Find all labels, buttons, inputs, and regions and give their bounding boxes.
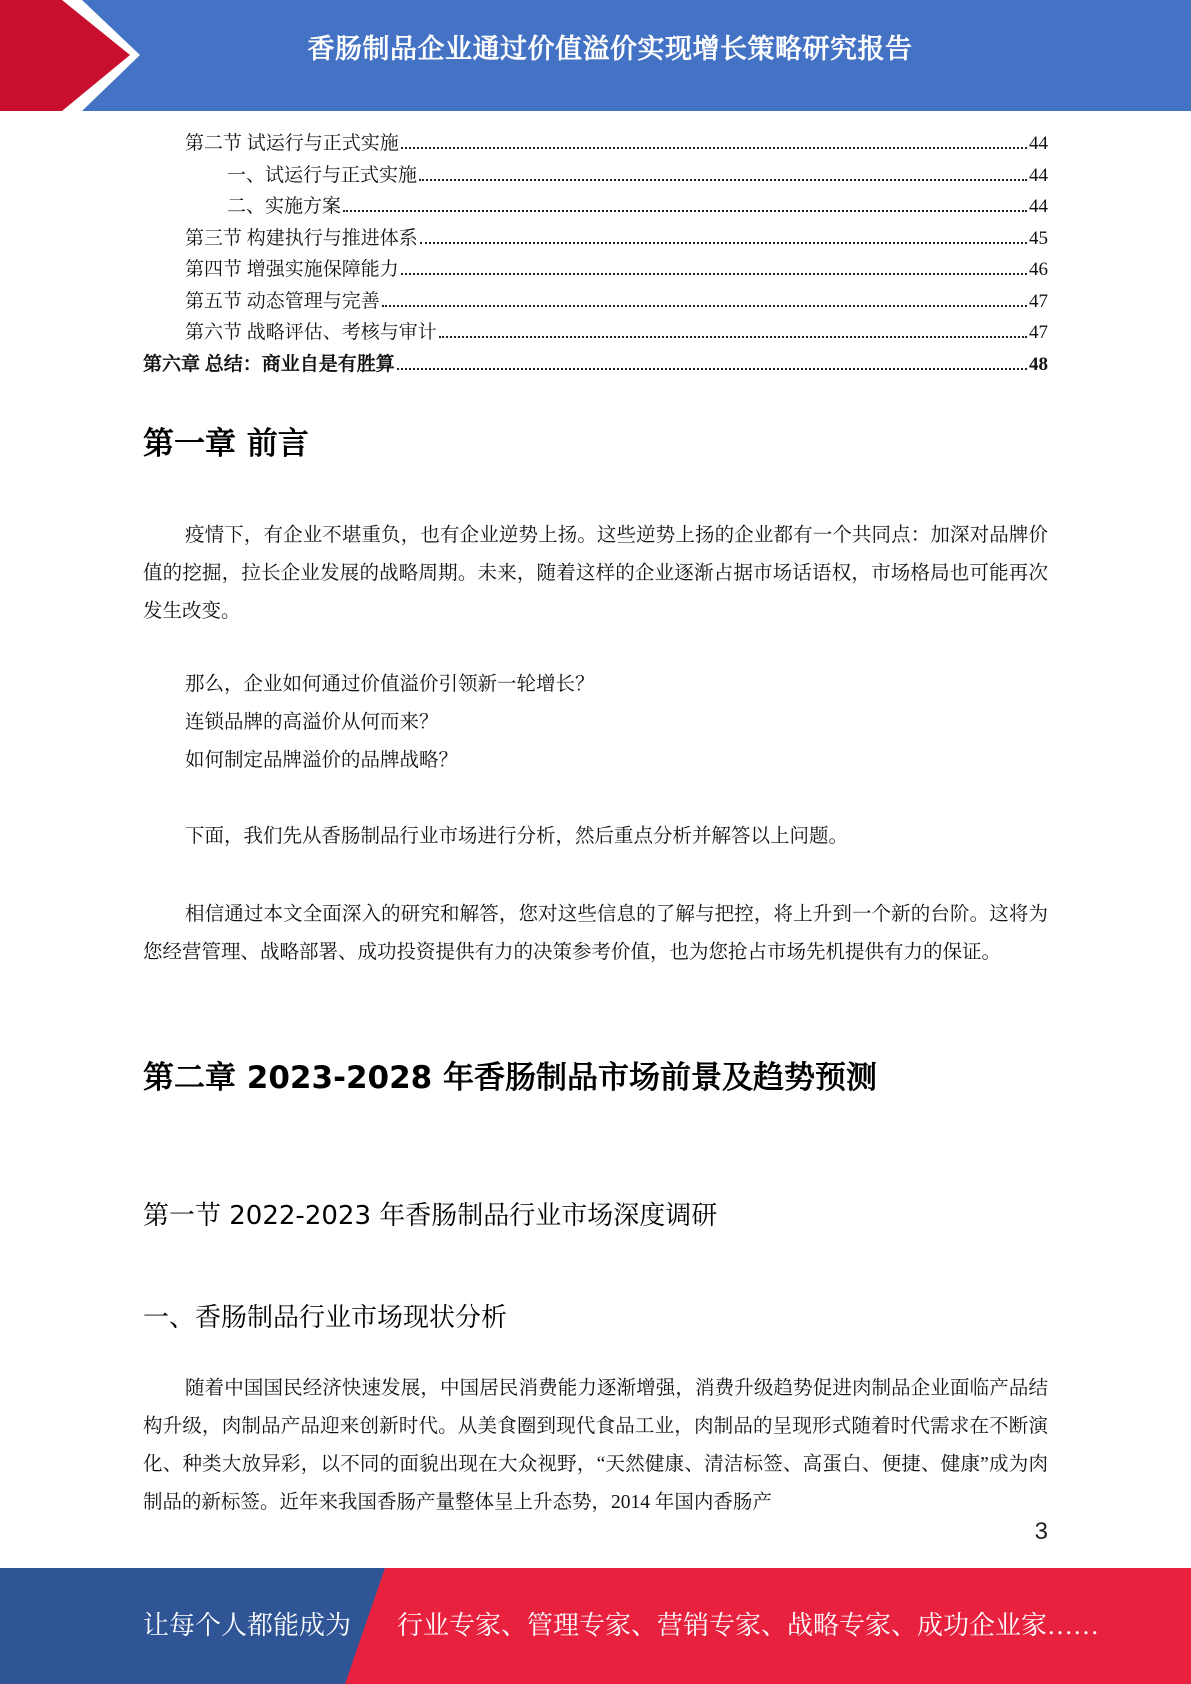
toc-entry[interactable] — [143, 254, 1048, 286]
header-title: 香肠制品企业通过价值溢价实现增长策略研究报告 — [307, 34, 913, 65]
chapter-1-paragraph-2: 下面，我们先从香肠制品行业市场进行分析，然后重点分析并解答以上问题。 — [185, 826, 849, 847]
toc-page-number: 44 — [1029, 133, 1048, 154]
toc-entry-text: 第二节 试运行与正式实施 — [185, 133, 399, 154]
page-footer — [0, 1568, 1191, 1684]
toc-page-number: 47 — [1029, 290, 1048, 312]
subsection-1-title: 一、香肠制品行业市场现状分析 — [143, 1303, 508, 1333]
toc-leader-dots — [439, 336, 1027, 338]
toc-entry-text: 一、试运行与正式实施 — [227, 164, 418, 186]
toc-entry-text: 第六章 总结：商业自是有胜算 — [143, 353, 395, 375]
toc-leader-dots — [401, 273, 1027, 275]
toc-entry-text: 二、实施方案 — [227, 196, 342, 217]
footer-slogan-right: 行业专家、管理专家、营销专家、战略专家、成功企业家…… — [397, 1611, 1100, 1640]
toc-entry[interactable] — [143, 286, 1048, 318]
toc-leader-dots — [343, 210, 1027, 212]
section-1-title: 第一节 2022-2023 年香肠制品行业市场深度调研 — [143, 1201, 718, 1231]
toc-leader-dots — [401, 147, 1027, 149]
footer-slogan-left: 让每个人都能成为 — [143, 1611, 352, 1640]
toc-leader-dots — [419, 179, 1027, 181]
toc-leader-dots — [382, 305, 1027, 307]
toc-leader-dots — [420, 242, 1027, 244]
toc-entry-chapter[interactable] — [143, 349, 1048, 381]
toc-entry[interactable] — [143, 160, 1048, 192]
chapter-1-paragraph-3: 相信通过本文全面深入的研究和解答，您对这些信息的了解与把控，将上升到一个新的台阶。这将为您经营管理、战略部署、成功投资提供有力的决策参考价值，也为您抢占市场先机提供有力的保证。 — [143, 904, 1048, 963]
chapter-1-title: 第一章 前言 — [143, 426, 309, 462]
toc-page-number: 48 — [1029, 353, 1048, 375]
toc-entry-text: 第六节 战略评估、考核与审计 — [185, 322, 437, 343]
question-2: 连锁品牌的高溢价从何而来？ — [185, 712, 439, 733]
question-3: 如何制定品牌溢价的品牌战略？ — [185, 750, 459, 771]
toc-entry-text: 第三节 构建执行与推进体系 — [185, 227, 418, 249]
toc-page-number: 44 — [1029, 196, 1048, 217]
table-of-contents — [143, 128, 1048, 380]
chapter-1-paragraph-1: 疫情下，有企业不堪重负，也有企业逆势上扬。这些逆势上扬的企业都有一个共同点：加深对品牌价值的挖掘，拉长企业发展的战略周期。未来，随着这样的企业逐渐占据市场话语权，市场格局也可能再次发生改变。 — [143, 525, 1048, 622]
toc-entry[interactable] — [143, 191, 1048, 223]
page-header — [0, 0, 1191, 111]
toc-page-number: 47 — [1029, 322, 1048, 343]
toc-leader-dots — [397, 368, 1027, 370]
chapter-2-title: 第二章 2023-2028 年香肠制品市场前景及趋势预测 — [143, 1060, 878, 1096]
toc-page-number: 45 — [1029, 227, 1048, 249]
chapter-2-paragraph-1: 随着中国国民经济快速发展，中国居民消费能力逐渐增强，消费升级趋势促进肉制品企业面临产品结构升级，肉制品产品迎来创新时代。从美食圈到现代食品工业，肉制品的呈现形式随着时代需求在不断演化、种类大放异彩，以不同的面貌出现在大众视野，“天然健康、清洁标签、高蛋白、便捷、健康”成为肉制品的新标签。近年来我国香肠产量整体呈上升态势，2014 年国内香肠产 — [143, 1378, 1048, 1513]
question-1: 那么，企业如何通过价值溢价引领新一轮增长？ — [185, 674, 595, 695]
page-number: 3 — [1034, 1518, 1048, 1545]
toc-page-number: 46 — [1029, 259, 1048, 280]
toc-entry[interactable] — [143, 223, 1048, 255]
toc-page-number: 44 — [1029, 164, 1048, 186]
toc-entry-text: 第五节 动态管理与完善 — [185, 290, 380, 312]
toc-entry[interactable] — [143, 128, 1048, 160]
toc-entry-text: 第四节 增强实施保障能力 — [185, 259, 399, 280]
toc-entry[interactable] — [143, 317, 1048, 349]
